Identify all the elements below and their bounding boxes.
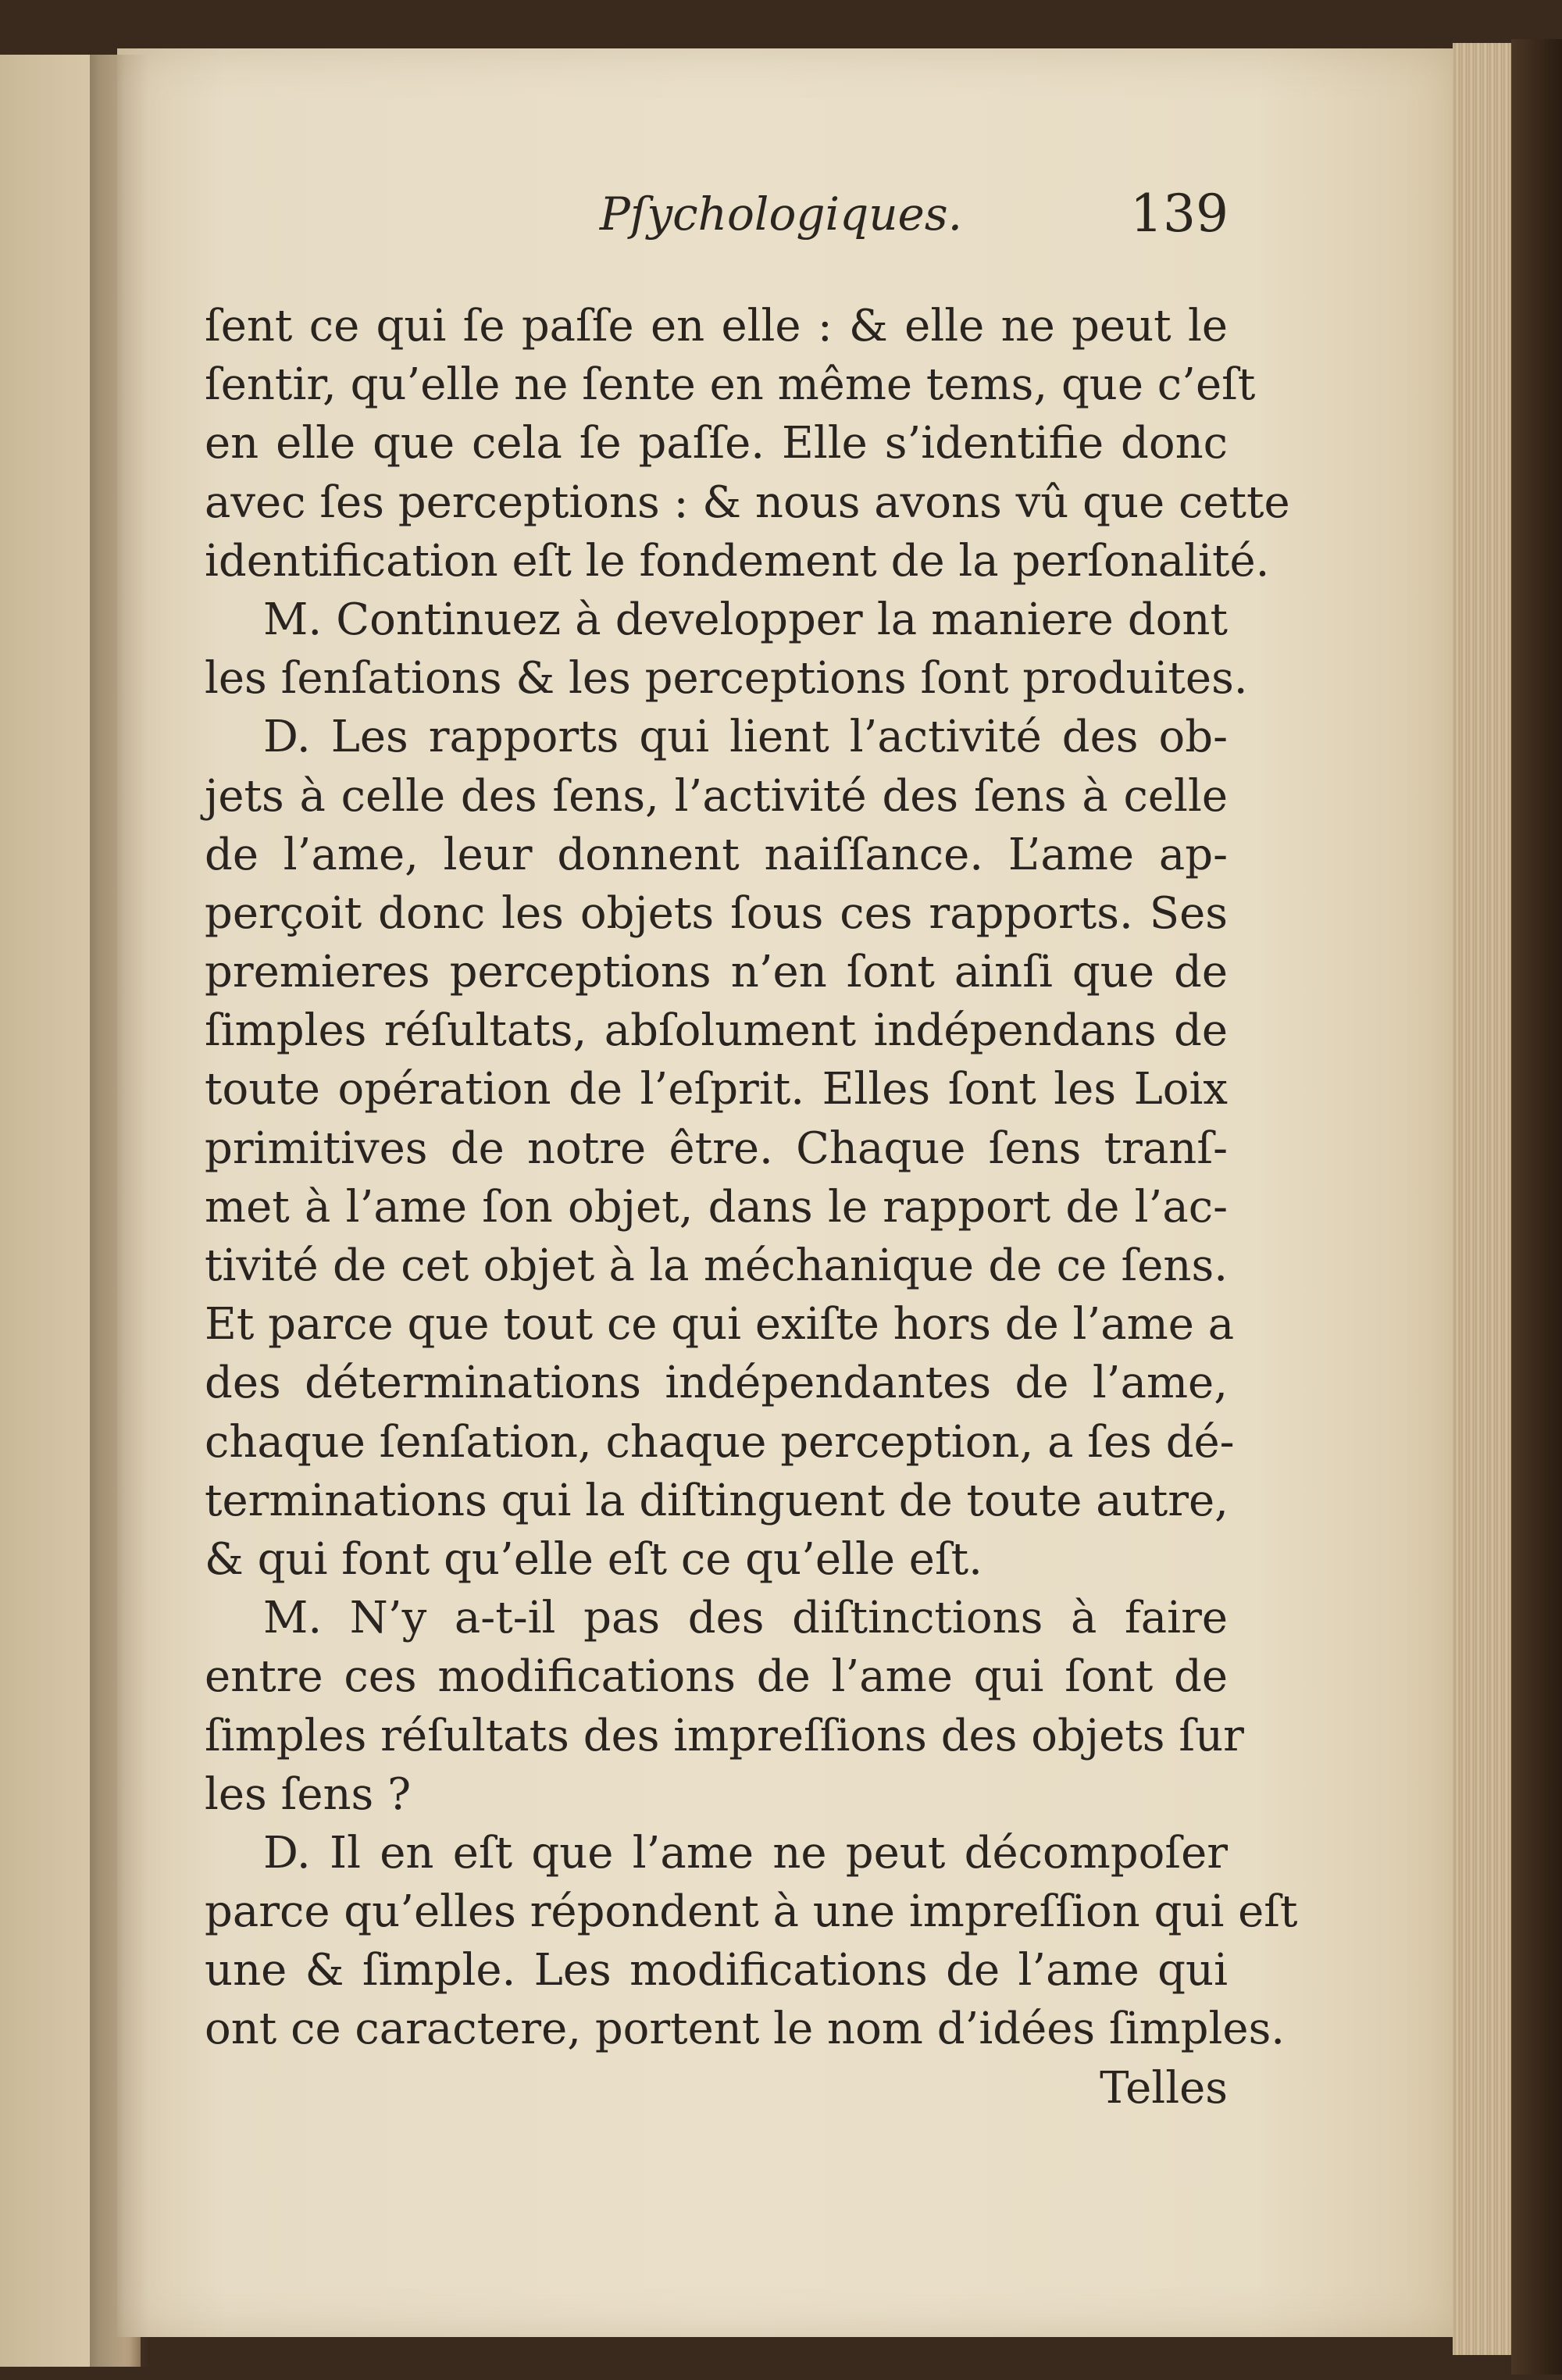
catchword: Telles bbox=[1100, 2062, 1228, 2114]
text-line: une & ſimple. Les modifications de l’ame qui bbox=[205, 1945, 1228, 1996]
text-line: met à l’ame ſon objet, dans le rapport de l’ac- bbox=[205, 1181, 1228, 1233]
text-line: D. Les rapports qui lient l’activité des ob- bbox=[263, 712, 1228, 763]
text-line: D. Il en eſt que l’ame ne peut décompoſer bbox=[263, 1827, 1228, 1879]
text-line: identification eſt le fondement de la perſonalité. bbox=[205, 535, 1270, 587]
text-line: de l’ame, leur donnent naiſſance. L’ame ap- bbox=[205, 829, 1228, 880]
text-line: perçoit donc les objets ſous ces rapports. Ses bbox=[205, 887, 1228, 939]
text-line: ſent ce qui ſe paſſe en elle : & elle ne peut le bbox=[205, 301, 1228, 351]
text-line: ſimples réſultats, abſolument indépendans de bbox=[205, 1005, 1228, 1057]
running-head: Pſychologiques. bbox=[599, 187, 963, 241]
text-line: tivité de cet objet à la méchanique de ce ſens. bbox=[205, 1240, 1228, 1291]
text-line: & qui font qu’elle eſt ce qu’elle eſt. bbox=[205, 1533, 982, 1585]
text-line: les ſens ? bbox=[205, 1768, 412, 1820]
text-line: entre ces modifications de l’ame qui ſont de bbox=[205, 1651, 1228, 1703]
text-line: les ſenſations & les perceptions ſont produites. bbox=[205, 653, 1248, 705]
text-line: ſentir, qu’elle ne ſente en même tems, que c’eſt bbox=[205, 359, 1256, 411]
text-line: avec ſes perceptions : & nous avons vû que cette bbox=[205, 476, 1290, 528]
gutter-shadow bbox=[90, 55, 148, 2367]
text-line: jets à celle des ſens, l’activité des ſens à celle bbox=[205, 770, 1228, 822]
page-number: 139 bbox=[1130, 184, 1229, 244]
text-line: chaque ſenſation, chaque perception, a ſes dé- bbox=[205, 1416, 1235, 1468]
page-block-edges bbox=[1453, 43, 1515, 2355]
book-cover-edge bbox=[1511, 39, 1562, 2375]
text-line: M. N’y a-t-il pas des diſtinctions à faire bbox=[263, 1593, 1228, 1644]
body-text bbox=[205, 297, 1298, 2118]
text-line: premieres perceptions n’en ſont ainſi que de bbox=[205, 947, 1228, 998]
text-line: ont ce caractere, portent le nom d’idées ſimples. bbox=[205, 2004, 1286, 2055]
text-line: Et parce que tout ce qui exiſte hors de l’ame a bbox=[205, 1299, 1235, 1351]
text-line: M. Continuez à developper la maniere dont bbox=[263, 594, 1228, 645]
text-line: primitives de notre être. Chaque ſens tranſ- bbox=[205, 1122, 1228, 1174]
text-line: des déterminations indépendantes de l’ame, bbox=[205, 1358, 1228, 1409]
text-line: parce qu’elles répondent à une impreſſion qui eſt bbox=[205, 1886, 1298, 1938]
text-line: ſimples réſultats des impreſſions des objets ſur bbox=[205, 1710, 1244, 1761]
text-line: en elle que cela ſe paſſe. Elle s’identifie donc bbox=[205, 418, 1228, 469]
text-line: toute opération de l’eſprit. Elles ſont les Loix bbox=[205, 1064, 1228, 1115]
text-line: terminations qui la diſtinguent de toute autre, bbox=[205, 1475, 1229, 1526]
